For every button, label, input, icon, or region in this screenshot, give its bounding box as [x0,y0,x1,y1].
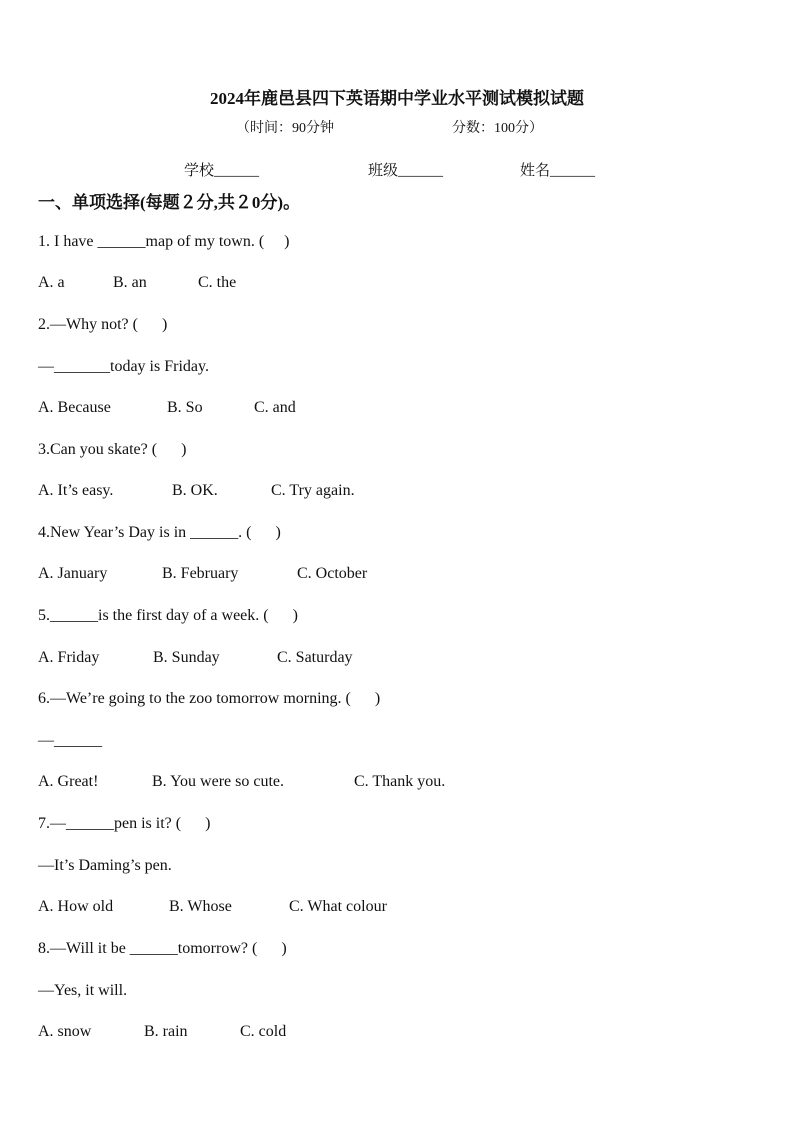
q1-option-a: A. a [38,274,65,291]
q2-option-b: B. So [167,399,203,416]
q4-option-b: B. February [162,565,239,582]
school-field: 学校______ [184,163,260,179]
class-field: 班级______ [368,163,444,179]
question-5: 5.______is the first day of a week. ( ) [38,607,298,624]
question-4: 4.New Year’s Day is in ______. ( ) [38,524,281,541]
name-field: 姓名______ [520,163,596,179]
question-3: 3.Can you skate? ( ) [38,441,187,458]
q6-option-c: C. Thank you. [354,773,446,790]
question-2-answer-line: —_______today is Friday. [38,358,209,375]
question-6: 6.—We’re going to the zoo tomorrow morning. ( ) [38,690,381,707]
question-8-answer-line: —Yes, it will. [38,982,128,999]
q5-option-c: C. Saturday [277,649,353,666]
q7-option-a: A. How old [38,898,114,915]
question-6-answer-line: —______ [38,732,102,749]
q2-option-c: C. and [254,399,296,416]
exam-time: （时间：90分钟 [236,121,334,136]
q7-option-c: C. What colour [289,898,387,915]
question-7: 7.—______pen is it? ( ) [38,815,211,832]
q4-option-a: A. January [38,565,108,582]
q1-option-c: C. the [198,274,237,291]
exam-score: 分数：100分） [452,121,543,136]
q2-option-a: A. Because [38,399,111,416]
q5-option-b: B. Sunday [153,649,220,666]
q3-option-b: B. OK. [172,482,218,499]
q8-option-c: C. cold [240,1023,287,1040]
q5-option-a: A. Friday [38,649,100,666]
q4-option-c: C. October [297,565,368,582]
exam-title: 2024年鹿邑县四下英语期中学业水平测试模拟试题 [210,89,584,108]
section-title: 一、单项选择(每题２分,共２0分)。 [38,193,301,212]
question-8: 8.—Will it be ______tomorrow? ( ) [38,940,287,957]
question-7-answer-line: —It’s Daming’s pen. [38,857,172,874]
q3-option-a: A. It’s easy. [38,482,114,499]
question-1: 1. I have ______map of my town. ( ) [38,233,290,250]
q7-option-b: B. Whose [169,898,232,915]
question-2: 2.—Why not? ( ) [38,316,168,333]
q6-option-b: B. You were so cute. [152,773,284,790]
q8-option-b: B. rain [144,1023,188,1040]
q6-option-a: A. Great! [38,773,99,790]
q3-option-c: C. Try again. [271,482,355,499]
q1-option-b: B. an [113,274,147,291]
q8-option-a: A. snow [38,1023,92,1040]
